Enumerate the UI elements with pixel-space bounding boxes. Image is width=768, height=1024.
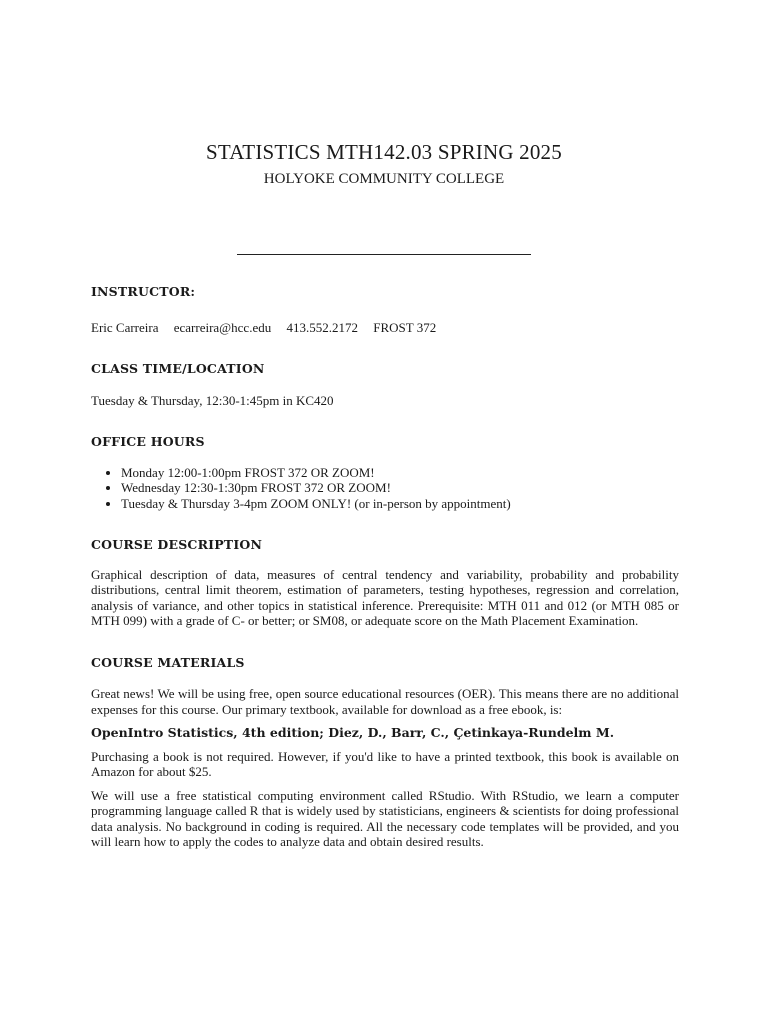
office-hours-section — [91, 434, 679, 511]
office-hours-item: • Tuesday & Thursday 3-4pm ZOOM ONLY! (or in-person by appointment) — [121, 496, 679, 512]
course-description-text: Graphical description of data, measures of central tendency and variability, probability and probability distributions, central limit theorem, estimation of parameters, testing hypotheses, regression and correlation, analysis of variance, and other topics in statistical inference. Prerequisite: MTH 011 and 012 (or MTH 085 or MTH 099) with a grade of C- or better; or SM08, or adequate score on the Math Placement Examination. — [91, 566, 679, 628]
class-time-text: Tuesday & Thursday, 12:30-1:45pm in KC420 — [91, 392, 334, 408]
course-description-heading: COURSE DESCRIPTION — [91, 537, 263, 552]
course-description-section — [91, 537, 679, 629]
instructor-office: FROST 372 — [373, 319, 437, 335]
instructor-heading: INSTRUCTOR: — [91, 284, 196, 299]
instructor-email: ecarreira@hcc.edu — [173, 319, 272, 335]
course-materials-intro: Great news! We will be using free, open source educational resources (OER). This means there are no additional expenses for this course. Our primary textbook, available for download as a free ebook, is: — [91, 686, 679, 717]
class-time-heading: CLASS TIME/LOCATION — [91, 361, 265, 376]
purchase-note: Purchasing a book is not required. However, if you'd like to have a printed textbook, this book is available on Amazon for about $25. — [91, 748, 679, 779]
college-name: HOLYOKE COMMUNITY COLLEGE — [263, 171, 505, 187]
instructor-name: Eric Carreira — [91, 319, 159, 335]
title-divider — [237, 254, 531, 255]
class-time-section — [91, 361, 679, 408]
course-materials-heading: COURSE MATERIALS — [91, 654, 245, 670]
course-materials-section — [91, 655, 679, 850]
office-hours-heading: OFFICE HOURS — [91, 434, 205, 449]
textbook-title: OpenIntro Statistics, 4th edition; Diez, D., Barr, C., Çetinkaya-Rundelm M. — [91, 725, 615, 740]
syllabus-content — [91, 284, 679, 850]
office-hours-list — [91, 465, 679, 512]
office-hours-item: • Wednesday 12:30-1:30pm FROST 372 OR ZOOM! — [121, 480, 679, 496]
page-title: STATISTICS MTH142.03 SPRING 2025 — [206, 140, 562, 164]
office-hours-item: • Monday 12:00-1:00pm FROST 372 OR ZOOM! — [121, 465, 679, 481]
instructor-info — [91, 320, 679, 336]
instructor-phone: 413.552.2172 — [286, 319, 358, 335]
instructor-section — [91, 284, 679, 335]
rstudio-note: We will use a free statistical computing environment called RStudio. With RStudio, we learn a computer programming language called R that is widely used by statisticians, engineers & scientists for doing professional data analysis. No background in coding is required. All the necessary code templates will be provided, and you will learn how to apply the codes to analyze data and obtain desired results. — [91, 787, 679, 849]
